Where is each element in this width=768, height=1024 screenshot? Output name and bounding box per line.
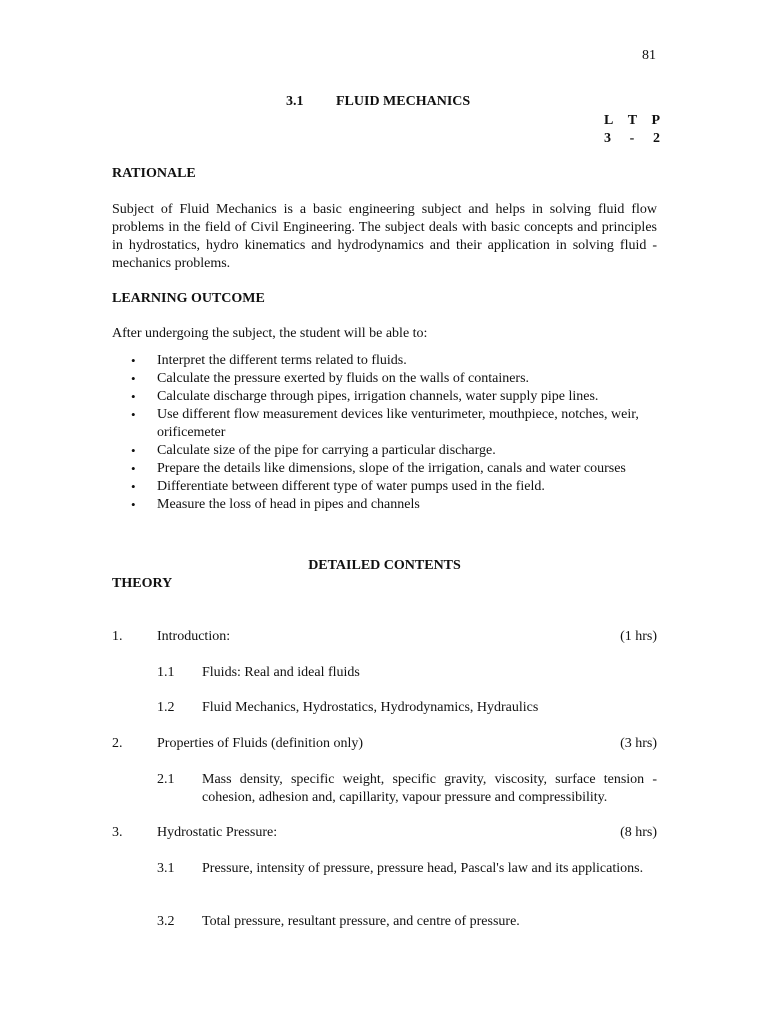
subtopic-number: 1.1 xyxy=(157,665,175,680)
topic-hours: (8 hrs) xyxy=(620,825,657,840)
subtopic-number: 1.2 xyxy=(157,700,175,715)
course-name: FLUID MECHANICS xyxy=(336,94,471,109)
ltp-label-l: L xyxy=(604,113,614,128)
subtopic-number: 3.1 xyxy=(157,861,175,876)
subtopic-number: 3.2 xyxy=(157,914,175,929)
topic-title: Properties of Fluids (definition only) xyxy=(157,736,364,751)
page-number: 81 xyxy=(642,48,656,63)
subtopic-text: Total pressure, resultant pressure, and centre of pressure. xyxy=(202,914,520,929)
learning-outcome-list xyxy=(112,352,657,514)
ltp-value-l: 3 xyxy=(604,131,611,146)
topic-title: Introduction: xyxy=(157,629,231,644)
topic-row xyxy=(112,824,657,842)
subtopic-text: Mass density, specific weight, specific gravity, viscosity, surface tension - cohesion, adhesion and, capillarity, vapour pressure and compressibility. xyxy=(202,772,657,805)
ltp-label-p: P xyxy=(651,113,660,128)
subtopic-text: Fluid Mechanics, Hydrostatics, Hydrodynamics, Hydraulics xyxy=(202,700,539,715)
topic-title: Hydrostatic Pressure: xyxy=(157,825,278,840)
subtopic-row xyxy=(157,699,657,717)
list-item: • Use different flow measurement devices like venturimeter, mouthpiece, notches, weir, orificemeter xyxy=(112,406,657,442)
list-item: • Measure the loss of head in pipes and channels xyxy=(112,496,657,514)
list-item: • Interpret the different terms related to fluids. xyxy=(112,352,657,370)
subtopic-row xyxy=(157,913,657,931)
subtopic-text: Pressure, intensity of pressure, pressure head, Pascal's law and its applications. xyxy=(202,861,644,876)
subtopic-row xyxy=(157,664,657,682)
rationale-heading: RATIONALE xyxy=(112,166,196,181)
topic-number: 1. xyxy=(112,629,123,644)
subtopic-row xyxy=(157,860,657,878)
course-title xyxy=(286,93,470,111)
rationale-text: Subject of Fluid Mechanics is a basic engineering subject and helps in solving fluid flow problems in the field of Civil Engineering. The subject deals with basic concepts and principles in hydrostatics, hydro kinematics and hydrodynamics and their application in solving fluid -mechanics problems. xyxy=(112,202,657,271)
topic-number: 3. xyxy=(112,825,123,840)
topic-hours: (1 hrs) xyxy=(620,629,657,644)
ltp-block xyxy=(604,112,660,148)
learning-outcome-heading: LEARNING OUTCOME xyxy=(112,291,265,306)
ltp-value-p: 2 xyxy=(652,131,660,146)
list-item: • Differentiate between different type of water pumps used in the field. xyxy=(112,478,657,496)
subtopic-number: 2.1 xyxy=(157,772,175,787)
course-number: 3.1 xyxy=(286,94,304,109)
theory-heading: THEORY xyxy=(112,576,173,591)
subtopic-text: Fluids: Real and ideal fluids xyxy=(202,665,360,680)
learning-outcome-intro: After undergoing the subject, the student will be able to: xyxy=(112,326,428,341)
ltp-value-t: - xyxy=(629,131,635,146)
topic-row xyxy=(112,628,657,646)
list-item: • Calculate discharge through pipes, irrigation channels, water supply pipe lines. xyxy=(112,388,657,406)
list-item: • Prepare the details like dimensions, slope of the irrigation, canals and water courses xyxy=(112,460,657,478)
list-item: • Calculate size of the pipe for carrying a particular discharge. xyxy=(112,442,657,460)
topic-number: 2. xyxy=(112,736,123,751)
list-item: • Calculate the pressure exerted by fluids on the walls of containers. xyxy=(112,370,657,388)
subtopic-row xyxy=(157,771,657,807)
ltp-values xyxy=(604,130,660,148)
ltp-labels xyxy=(604,112,660,130)
topic-row xyxy=(112,735,657,753)
topic-hours: (3 hrs) xyxy=(620,736,657,751)
ltp-label-t: T xyxy=(627,113,638,128)
detailed-contents-heading: DETAILED CONTENTS xyxy=(308,558,461,573)
